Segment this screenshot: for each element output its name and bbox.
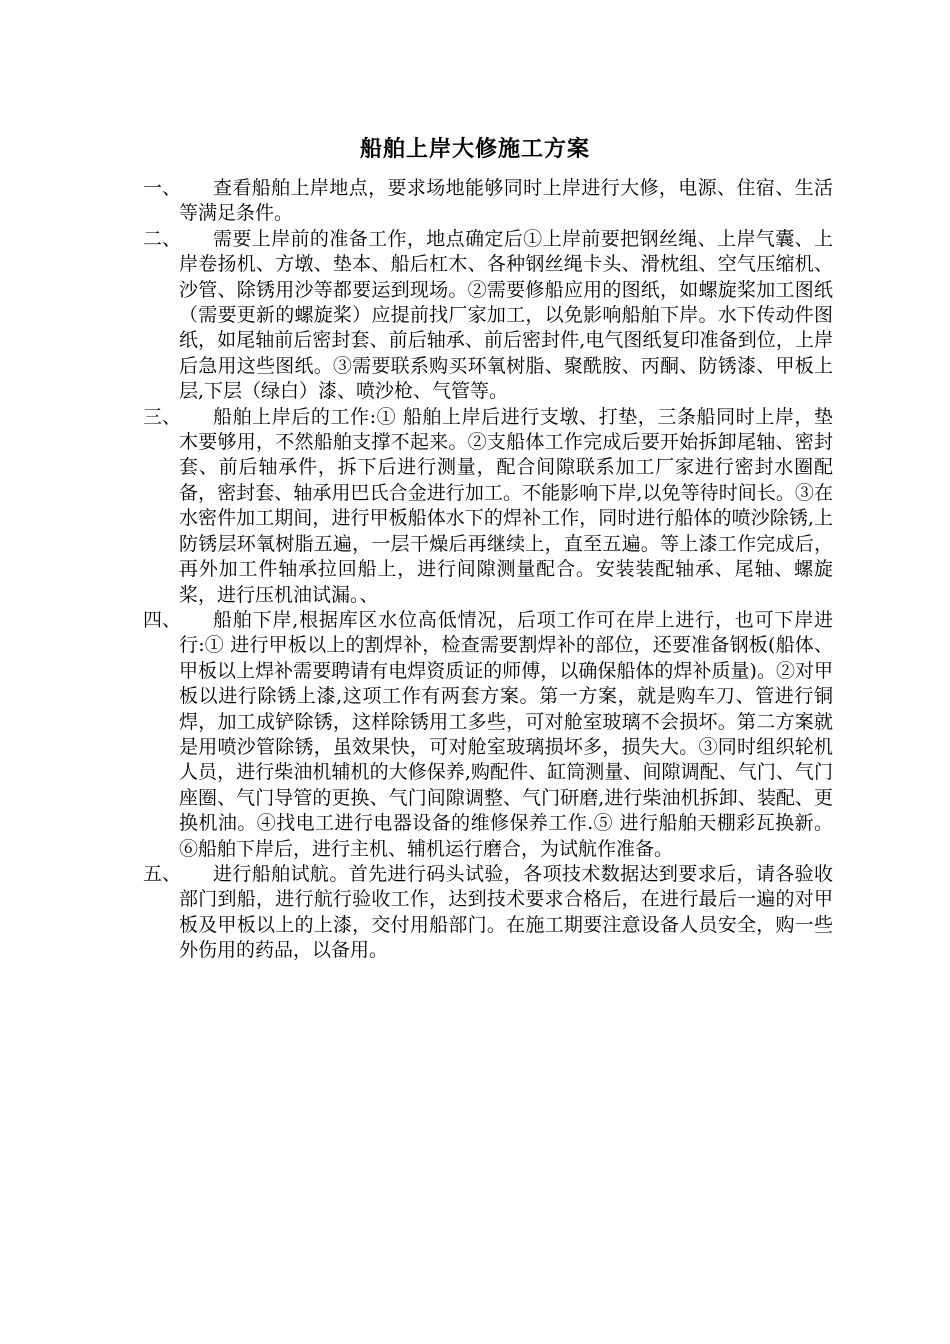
section-number: 一、 — [143, 177, 182, 199]
section-4 — [143, 608, 833, 862]
section-number: 五、 — [143, 862, 182, 885]
section-2 — [143, 227, 833, 405]
section-3 — [143, 405, 833, 608]
section-1 — [143, 176, 833, 227]
document-title: 船舶上岸大修施工方案 — [359, 136, 590, 162]
section-list — [143, 176, 833, 964]
section-number: 三、 — [143, 405, 182, 428]
section-5 — [143, 862, 833, 964]
section-text: 查看船舶上岸地点，要求场地能够同时上岸进行大修，电源、住宿、生活等满足条件。 — [179, 177, 833, 225]
section-text: 船舶下岸,根据库区水位高低情况，后项工作可在岸上进行，也可下岸进行:① 进行甲板以上的割焊补，检查需要割焊补的部位，还要准备钢板(船体、甲板以上焊补需要聘请有电焊资质证的师傅，以确保船体的焊补质量)。②对甲板以进行除锈上漆,这项工作有两套方案。第一方案，就是购车刀、管进行铜焊，加工成铲除锈，这样除锈用工多些，可对舱室玻璃不会损坏。第二方案就是用喷沙管除锈，虽效果快，可对舱室玻璃损坏多，损失大。③同时组织轮机人员，进行柴油机辅机的大修保养,购配件、缸筒测量、间隙调配、气门、气门座圈、气门导管的更换、气门间隙调整、气门研磨,进行柴油机拆卸、装配、更换机油。④找电工进行电器设备的维修保养工作.⑤ 进行船舶天棚彩瓦换新。⑥船舶下岸后，进行主机、辅机运行磨合，为试航作准备。 — [179, 608, 833, 860]
section-text: 船舶上岸后的工作:① 船舶上岸后进行支墩、打垫，三条船同时上岸，垫木要够用，不然船舶支撑不起来。②支船体工作完成后要开始拆卸尾轴、密封套、前后轴承件，拆下后进行测量，配合间隙联系加工厂家进行密封水圈配备，密封套、轴承用巴氏合金进行加工。不能影响下岸,以免等待时间长。③在水密件加工期间，进行甲板船体水下的焊补工作，同时进行船体的喷沙除锈,上防锈层环氧树脂五遍，一层干燥后再继续上，直至五遍。等上漆工作完成后，再外加工件轴承拉回船上，进行间隙测量配合。安装装配轴承、尾轴、螺旋桨，进行压机油试漏。、 — [179, 405, 833, 606]
section-number: 二、 — [143, 227, 182, 250]
section-text: 需要上岸前的准备工作，地点确定后①上岸前要把钢丝绳、上岸气囊、上岸卷扬机、方墩、垫本、船后杠木、各种钢丝绳卡头、滑枕组、空气压缩机、沙管、除锈用沙等都要运到现场。②需要修船应用的图纸，如螺旋桨加工图纸（需要更新的螺旋桨）应提前找厂家加工，以免影响船舶下岸。水下传动件图纸，如尾轴前后密封套、前后轴承、前后密封件,电气图纸复印准备到位，上岸后急用这些图纸。③需要联系购买环氧树脂、聚酰胺、丙酮、防锈漆、甲板上层,下层（绿白）漆、喷沙枪、气管等。 — [179, 227, 833, 403]
section-text: 进行船舶试航。首先进行码头试验，各项技术数据达到要求后，请各验收部门到船，进行航行验收工作，达到技术要求合格后，在进行最后一遍的对甲板及甲板以上的上漆，交付用船部门。在施工期要注意设备人员安全，购一些外伤用的药品，以备用。 — [179, 862, 833, 962]
section-number: 四、 — [143, 608, 182, 631]
